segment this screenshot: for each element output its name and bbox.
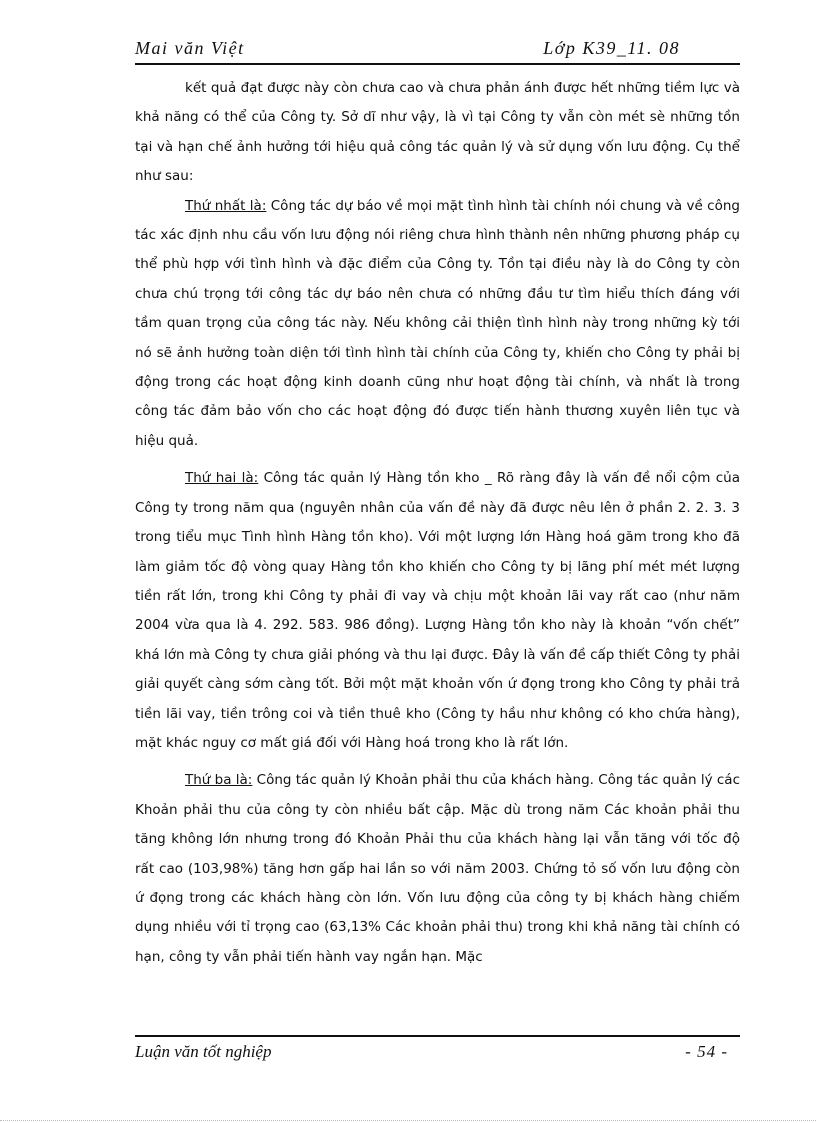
paragraph-third [135, 766, 740, 972]
paragraph-second-text: Công tác quản lý Hàng tồn kho _ Rõ ràng đây là vấn đề nổi cộm của Công ty trong năm qua (nguyên nhân của vấn đề này đã được nêu lên ở phần 2. 2. 3. 3 trong tiểu mục Tình hình Hàng tồn kho). Với một lượng lớn Hàng hoá găm trong kho đã làm giảm tốc độ vòng quay Hàng tồn kho khiến cho Công ty bị lãng phí mét mét lượng tiền rất lớn, trong khi Công ty phải đi vay và chịu một khoản lãi vay rất cao (như năm 2004 vừa qua là 4. 292. 583. 986 đồng). Lượng Hàng tồn kho này là khoản “vốn chết” khá lớn mà Công ty chưa giải phóng và thu lại được. Đây là vấn đề cấp thiết Công ty phải giải quyết càng sớm càng tốt. Bởi một mặt khoản vốn ứ đọng trong kho Công ty phải trả tiền lãi vay, tiền trông coi và tiền thuê kho (Công ty hầu như không có kho chứa hàng), mặt khác nguy cơ mất giá đối với Hàng hoá trong kho là rất lớn. [135, 470, 741, 751]
paragraph-first [135, 192, 740, 457]
header-rule [135, 63, 740, 65]
footer-title: Luận văn tốt nghiệp [135, 1042, 272, 1061]
paragraph-third-text: Công tác quản lý Khoản phải thu của khách hàng. Công tác quản lý các Khoản phải thu của công ty còn nhiều bất cập. Mặc dù trong năm Các khoản phải thu tăng không lớn nhưng trong đó Khoản Phải thu của khách hàng lại vẫn tăng với tốc độ rất cao (103,98%) tăng hơn gấp hai lần so với năm 2003. Chứng tỏ số vốn lưu động còn ứ đọng trong các khách hàng còn lớn. Vốn lưu động của công ty bị khách hàng chiếm dụng nhiều với tỉ trọng cao (63,13% Các khoản phải thu) trong khi khả năng tài chính có hạn, công ty vẫn phải tiến hành vay ngắn hạn. Mặc [135, 772, 741, 965]
paragraph-first-label: Thứ nhất là: [185, 197, 267, 214]
paragraph-third-label: Thứ ba là: [185, 772, 253, 789]
page-number: - 54 - [685, 1042, 728, 1061]
paragraph-second [135, 464, 740, 758]
document-body [135, 74, 740, 972]
header-class: Lớp K39_11. 08 [543, 38, 680, 58]
page-header [135, 38, 740, 64]
paragraph-second-label: Thứ hai là: [185, 470, 259, 487]
footer-rule [135, 1035, 740, 1037]
page-footer [135, 1042, 740, 1068]
paragraph-first-text: Công tác dự báo về mọi mặt tình hình tài chính nói chung và về công tác xác định nhu cầu vốn lưu động nói riêng chưa hình thành nên những phương pháp cụ thể phù hợp với tình hình và đặc điểm của Công ty. Tồn tại điều này là do Công ty còn chưa chú trọng tới công tác dự báo nên chưa có những đầu tư tìm hiểu thích đáng với tầm quan trọng của công tác này. Nếu không cải thiện tình hình này trong những kỳ tới nó sẽ ảnh hưởng toàn diện tới tình hình tài chính của Công ty, khiến cho Công ty phải bị động trong các hoạt động kinh doanh cũng như hoạt động tài chính, và nhất là trong công tác đảm bảo vốn cho các hoạt động đó được tiến hành thương xuyên liên tục và hiệu quả. [135, 197, 740, 449]
paragraph-intro: kết quả đạt được này còn chưa cao và chưa phản ánh được hết những tiềm lực và khả năng có thể của Công ty. Sở dĩ như vậy, là vì tại Công ty vẫn còn mét sè những tồn tại và hạn chế ảnh hưởng tới hiệu quả công tác quản lý và sử dụng vốn lưu động. Cụ thể như sau: [135, 80, 740, 185]
page-edge-divider [0, 1120, 816, 1121]
header-author: Mai văn Việt [135, 38, 245, 58]
